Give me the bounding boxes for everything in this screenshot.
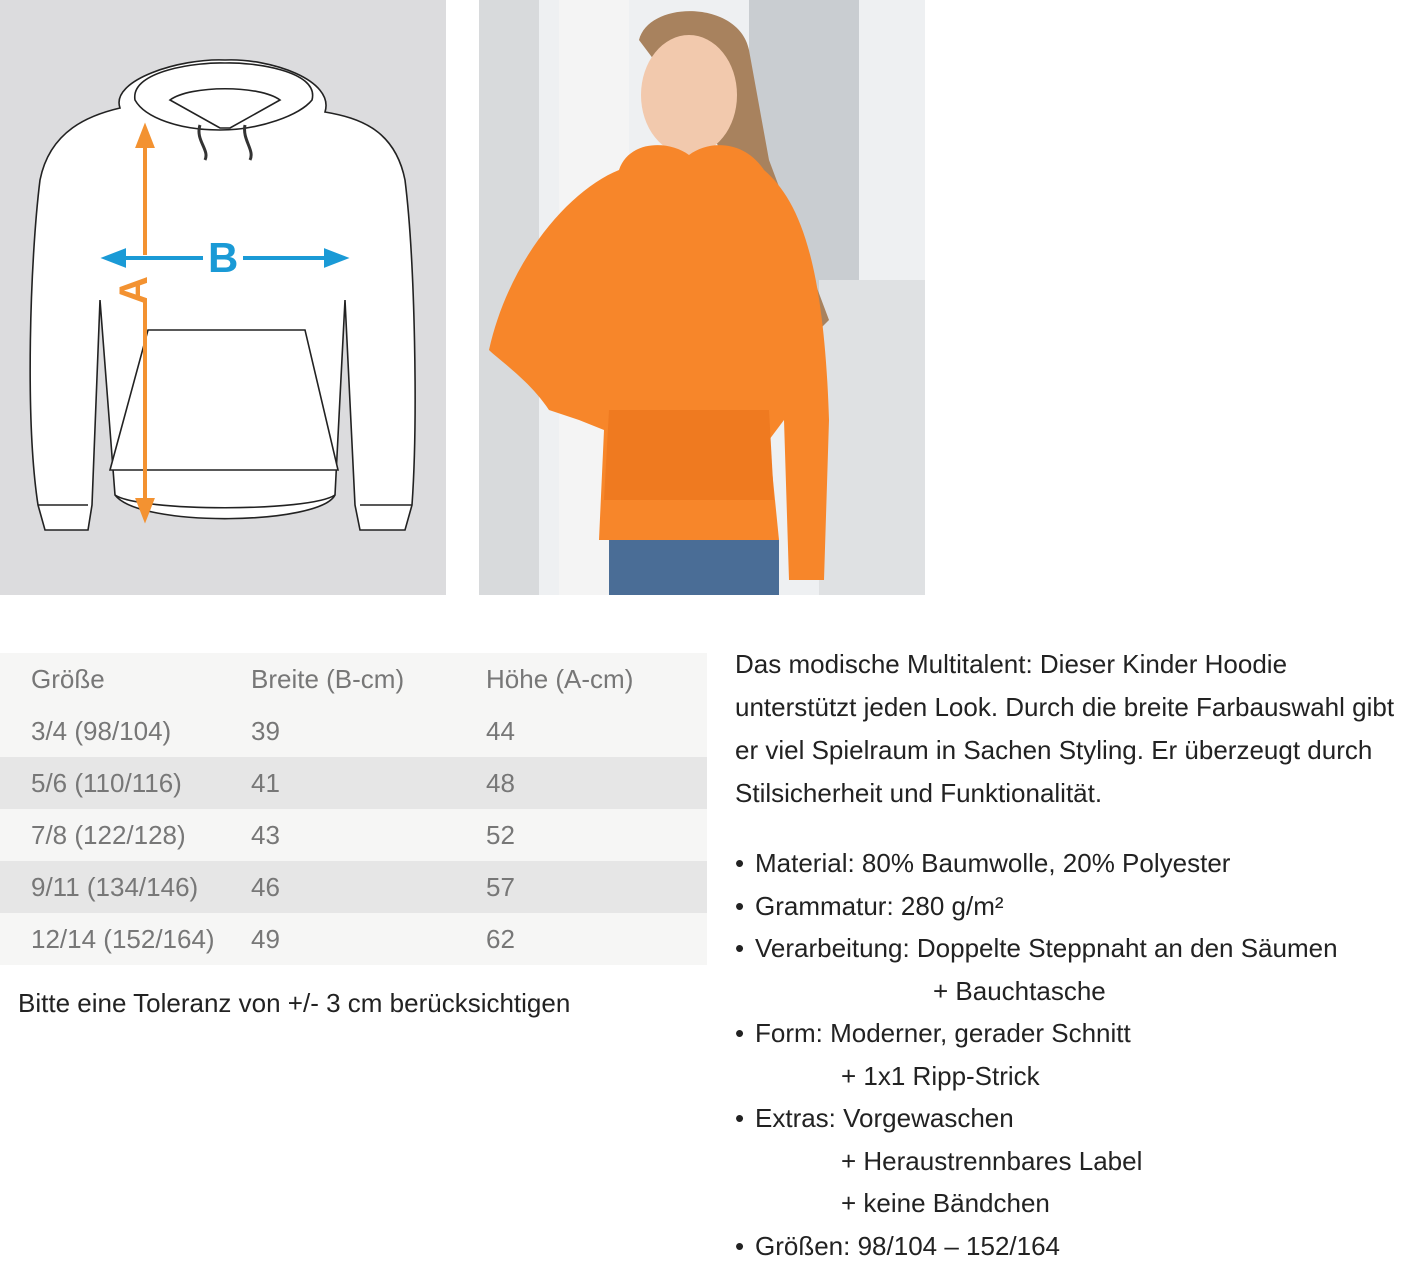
feature-continuation: + 1x1 Ripp-Strick — [841, 1060, 1040, 1091]
feature-continuation: + Bauchtasche — [933, 975, 1106, 1006]
table-row — [0, 705, 707, 757]
table-row — [0, 809, 707, 861]
column-header-height: Höhe (A-cm) — [486, 663, 634, 694]
feature-label: Größen: 98/104 – 152/164 — [755, 1230, 1061, 1261]
size-cell: 9/11 (134/146) — [31, 871, 199, 902]
feature-item — [735, 885, 1338, 928]
height-cell: 52 — [486, 819, 515, 850]
bullet-icon: • — [735, 1018, 745, 1048]
size-cell: 5/6 (110/116) — [31, 767, 182, 798]
height-cell: 62 — [486, 923, 515, 954]
bullet-icon: • — [735, 1230, 745, 1261]
width-cell: 49 — [251, 923, 280, 954]
feature-item — [735, 1097, 1338, 1225]
product-photo — [479, 0, 925, 595]
tolerance-note: Bitte eine Toleranz von +/- 3 cm berücksichtigen — [18, 988, 571, 1018]
feature-item — [735, 927, 1338, 1012]
product-description: Das modische Multitalent: Dieser Kinder Hoodie unterstützt jeden Look. Durch die breite Farbauswahl gibt er viel Spielraum in Sachen Styling. Er überzeugt durch Stilsicherheit und Funktionalität. — [735, 649, 1395, 808]
table-row — [0, 757, 707, 809]
hoodie-outline-icon — [0, 0, 446, 595]
table-row — [0, 913, 707, 965]
bullet-icon: • — [735, 848, 745, 878]
feature-label: Verarbeitung: Doppelte Steppnaht an den Säumen — [755, 933, 1338, 963]
feature-list — [735, 842, 1338, 1267]
child-in-orange-hoodie-photo-icon — [479, 0, 925, 595]
column-header-size: Größe — [31, 663, 105, 694]
feature-continuation: + keine Bändchen — [841, 1188, 1050, 1218]
feature-label: Material: 80% Baumwolle, 20% Polyester — [755, 848, 1231, 878]
table-header-row — [0, 653, 707, 705]
feature-item — [735, 1012, 1338, 1097]
width-cell: 39 — [251, 715, 280, 746]
size-table — [0, 653, 707, 965]
column-header-width: Breite (B-cm) — [251, 663, 405, 694]
table-row — [0, 861, 707, 913]
width-cell: 41 — [251, 767, 280, 798]
height-cell: 57 — [486, 871, 515, 902]
feature-label: Form: Moderner, gerader Schnitt — [755, 1018, 1131, 1048]
feature-continuation: + Heraustrennbares Label — [841, 1145, 1143, 1176]
feature-item — [735, 842, 1338, 885]
bullet-icon: • — [735, 933, 745, 963]
height-cell: 48 — [486, 767, 515, 798]
bullet-icon: • — [735, 890, 745, 921]
label-a: A — [112, 276, 156, 305]
width-cell: 46 — [251, 871, 280, 902]
size-cell: 3/4 (98/104) — [31, 715, 172, 746]
size-cell: 7/8 (122/128) — [31, 819, 186, 850]
bullet-icon: • — [735, 1103, 745, 1133]
feature-label: Extras: Vorgewaschen — [755, 1103, 1014, 1133]
label-b: B — [208, 234, 239, 281]
height-cell: 44 — [486, 715, 515, 746]
size-cell: 12/14 (152/164) — [31, 923, 215, 954]
width-cell: 43 — [251, 819, 280, 850]
feature-item — [735, 1225, 1338, 1268]
hoodie-measurement-diagram — [0, 0, 446, 595]
feature-label: Grammatur: 280 g/m² — [755, 890, 1004, 921]
